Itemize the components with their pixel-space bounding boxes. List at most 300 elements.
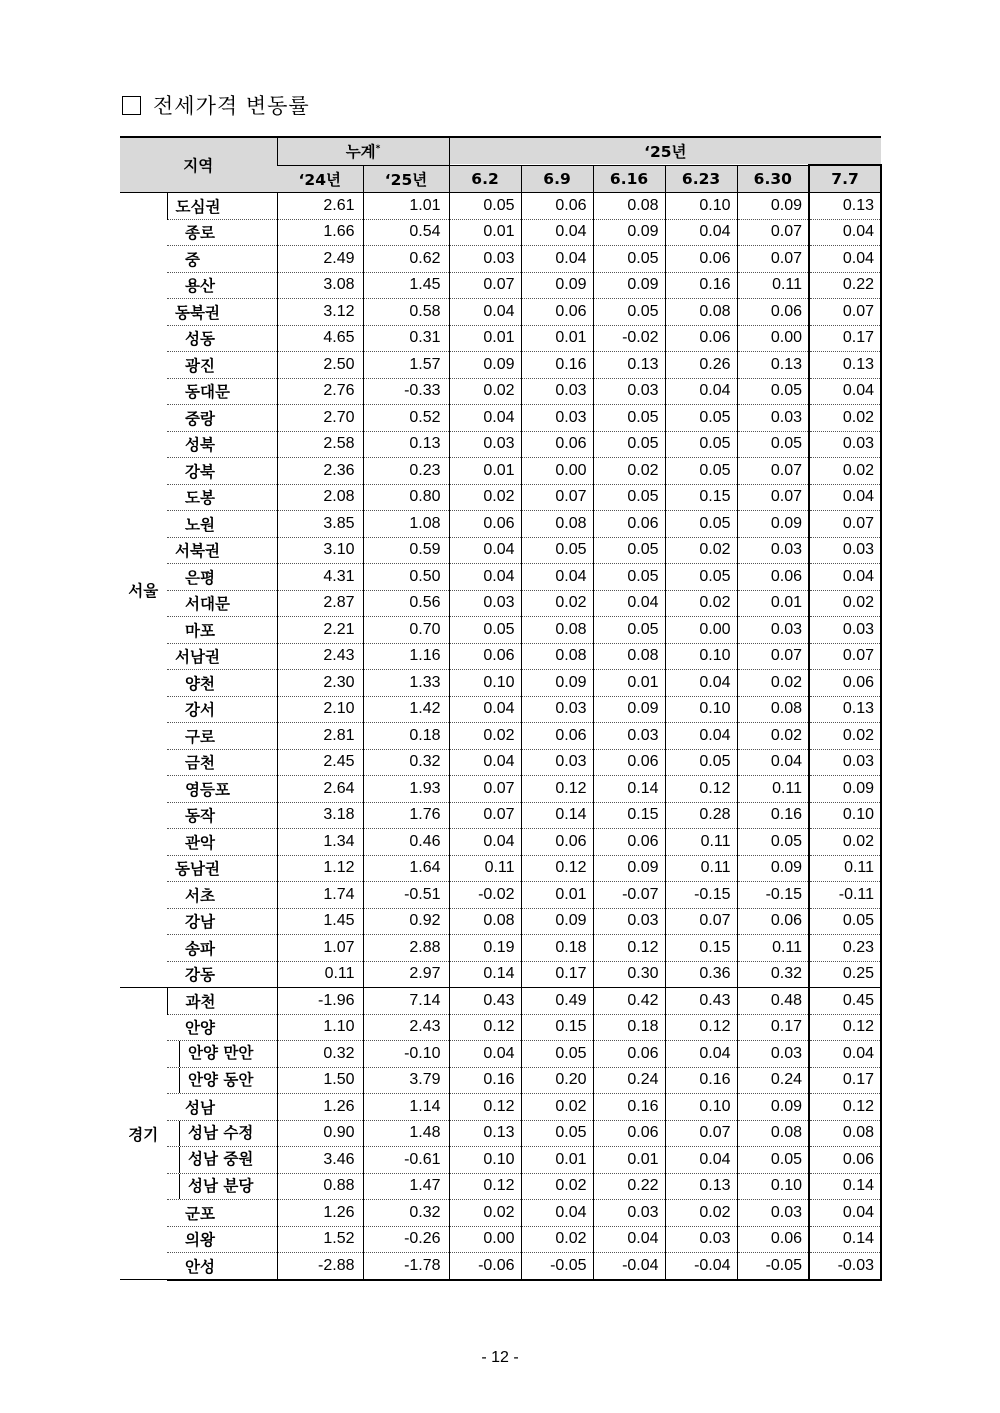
value-cell: 0.07 [449, 272, 521, 299]
table-row [120, 325, 881, 352]
value-cell: 0.08 [737, 1120, 809, 1147]
value-cell: 0.43 [449, 988, 521, 1015]
value-cell: 0.04 [665, 723, 737, 750]
value-cell: 0.46 [363, 829, 449, 856]
value-cell: 2.30 [277, 670, 363, 697]
value-cell: 0.16 [737, 802, 809, 829]
value-cell: 0.11 [665, 829, 737, 856]
value-cell: 0.06 [521, 431, 593, 458]
table-row [120, 1014, 881, 1041]
table-row [120, 564, 881, 591]
sub-district-name: 성남 분당 [179, 1174, 277, 1200]
district-name: 서초 [167, 882, 277, 909]
value-cell: 0.52 [363, 405, 449, 432]
value-cell: 0.06 [593, 1041, 665, 1068]
value-cell: 0.01 [449, 458, 521, 485]
value-cell: 0.48 [737, 988, 809, 1015]
value-cell: 0.06 [593, 511, 665, 538]
value-cell-highlight: 0.13 [809, 696, 881, 723]
table-row [120, 670, 881, 697]
value-cell: 2.43 [363, 1014, 449, 1041]
value-cell: 3.18 [277, 802, 363, 829]
table-row [120, 829, 881, 856]
value-cell-highlight: 0.09 [809, 776, 881, 803]
table-row [120, 776, 881, 803]
value-cell: 0.07 [737, 458, 809, 485]
district-name: 강북 [167, 458, 277, 485]
header-cumulative [277, 137, 449, 165]
district-name: 서북권 [167, 537, 277, 564]
value-cell-highlight: 0.03 [809, 431, 881, 458]
district-name: 동북권 [167, 299, 277, 326]
value-cell-highlight: 0.13 [809, 193, 881, 220]
value-cell: -0.02 [593, 325, 665, 352]
value-cell: 0.11 [737, 776, 809, 803]
value-cell: 0.03 [737, 1041, 809, 1068]
value-cell: 1.93 [363, 776, 449, 803]
header-cumulative-mark: * [375, 144, 381, 155]
value-cell: 0.03 [593, 1200, 665, 1227]
district-name: 양천 [167, 670, 277, 697]
table-row [120, 696, 881, 723]
value-cell: 0.01 [521, 1147, 593, 1174]
value-cell: 1.57 [363, 352, 449, 379]
value-cell: 2.61 [277, 193, 363, 220]
district-name: 동작 [167, 802, 277, 829]
table-row [120, 882, 881, 909]
value-cell: 0.03 [593, 723, 665, 750]
value-cell: 0.09 [593, 855, 665, 882]
value-cell: 0.15 [521, 1014, 593, 1041]
value-cell: 0.11 [449, 855, 521, 882]
value-cell: 0.05 [665, 564, 737, 591]
value-cell: 0.05 [665, 458, 737, 485]
value-cell: 0.03 [737, 617, 809, 644]
value-cell: 2.08 [277, 484, 363, 511]
value-cell: 0.02 [449, 484, 521, 511]
value-cell: 0.04 [665, 670, 737, 697]
value-cell: 0.04 [593, 590, 665, 617]
value-cell: 0.05 [737, 431, 809, 458]
value-cell: 0.04 [449, 299, 521, 326]
value-cell-highlight: 0.04 [809, 564, 881, 591]
district-name: 강동 [167, 961, 277, 988]
value-cell: 0.15 [665, 484, 737, 511]
value-cell: 0.05 [665, 431, 737, 458]
district-name: 서대문 [167, 590, 277, 617]
table-row [120, 1094, 881, 1121]
value-cell: 0.07 [737, 484, 809, 511]
table-row [120, 1200, 881, 1227]
value-cell-highlight: 0.17 [809, 1067, 881, 1094]
table-row [120, 1226, 881, 1253]
value-cell: 0.02 [593, 458, 665, 485]
value-cell: 0.09 [593, 272, 665, 299]
table-row [120, 1041, 881, 1068]
value-cell: 0.07 [665, 1120, 737, 1147]
header-col: 6.30 [737, 165, 809, 193]
value-cell-highlight: -0.11 [809, 882, 881, 909]
value-cell-highlight: 0.04 [809, 1200, 881, 1227]
value-cell: 0.04 [449, 749, 521, 776]
value-cell: -0.15 [737, 882, 809, 909]
value-cell: 0.04 [449, 537, 521, 564]
value-cell-highlight: 0.02 [809, 829, 881, 856]
value-cell: 0.13 [665, 1173, 737, 1200]
value-cell: -1.78 [363, 1253, 449, 1280]
value-cell: 0.12 [449, 1173, 521, 1200]
value-cell: 4.31 [277, 564, 363, 591]
value-cell: 0.22 [593, 1173, 665, 1200]
value-cell: 0.07 [737, 643, 809, 670]
district-name [167, 1147, 277, 1174]
value-cell: 1.45 [363, 272, 449, 299]
value-cell: 0.18 [363, 723, 449, 750]
value-cell: 0.07 [449, 776, 521, 803]
district-name: 중 [167, 246, 277, 273]
value-cell: 1.42 [363, 696, 449, 723]
value-cell: 0.32 [363, 1200, 449, 1227]
value-cell-highlight: 0.10 [809, 802, 881, 829]
district-name: 도심권 [167, 193, 277, 220]
value-cell: 0.16 [521, 352, 593, 379]
value-cell: -0.33 [363, 378, 449, 405]
value-cell: 1.52 [277, 1226, 363, 1253]
value-cell: -0.05 [737, 1253, 809, 1280]
value-cell: 0.11 [737, 272, 809, 299]
value-cell: 0.04 [665, 1041, 737, 1068]
table-row [120, 961, 881, 988]
value-cell: -1.96 [277, 988, 363, 1015]
table-row [120, 1173, 881, 1200]
value-cell: 1.47 [363, 1173, 449, 1200]
value-cell: 2.45 [277, 749, 363, 776]
value-cell: 0.05 [593, 617, 665, 644]
value-cell: 0.02 [737, 723, 809, 750]
value-cell: 0.32 [277, 1041, 363, 1068]
value-cell: 0.14 [593, 776, 665, 803]
district-name: 과천 [167, 988, 277, 1015]
table-row [120, 1120, 881, 1147]
value-cell: 2.21 [277, 617, 363, 644]
table-row [120, 988, 881, 1015]
value-cell: 0.09 [521, 272, 593, 299]
value-cell: 0.01 [593, 670, 665, 697]
value-cell: 0.11 [277, 961, 363, 988]
value-cell: 2.88 [363, 935, 449, 962]
region-label: 경기 [120, 988, 167, 1280]
value-cell: 2.10 [277, 696, 363, 723]
value-cell: 0.12 [449, 1014, 521, 1041]
table-row [120, 643, 881, 670]
value-cell-highlight: 0.14 [809, 1173, 881, 1200]
value-cell: 0.56 [363, 590, 449, 617]
value-cell: 0.08 [521, 617, 593, 644]
value-cell: 0.02 [521, 1226, 593, 1253]
value-cell: 0.14 [521, 802, 593, 829]
value-cell: 0.09 [593, 219, 665, 246]
value-cell: 1.64 [363, 855, 449, 882]
district-name: 도봉 [167, 484, 277, 511]
value-cell: 0.02 [665, 537, 737, 564]
value-cell: 0.07 [449, 802, 521, 829]
value-cell: 2.58 [277, 431, 363, 458]
value-cell: 0.12 [665, 776, 737, 803]
value-cell: 0.62 [363, 246, 449, 273]
district-name: 중랑 [167, 405, 277, 432]
value-cell: 0.05 [665, 405, 737, 432]
value-cell: 0.80 [363, 484, 449, 511]
value-cell: -0.06 [449, 1253, 521, 1280]
value-cell: 0.12 [593, 935, 665, 962]
value-cell-highlight: 0.13 [809, 352, 881, 379]
value-cell: 0.06 [593, 1120, 665, 1147]
value-cell: 0.10 [665, 696, 737, 723]
value-cell-highlight: 0.04 [809, 378, 881, 405]
value-cell: 0.14 [449, 961, 521, 988]
value-cell: -0.07 [593, 882, 665, 909]
value-cell: 0.01 [521, 882, 593, 909]
district-name: 은평 [167, 564, 277, 591]
value-cell: 0.06 [449, 643, 521, 670]
value-cell: 0.05 [593, 405, 665, 432]
value-cell: 0.02 [521, 1173, 593, 1200]
value-cell: 0.07 [737, 246, 809, 273]
value-cell: 0.04 [449, 829, 521, 856]
value-cell: 0.31 [363, 325, 449, 352]
table-row [120, 723, 881, 750]
value-cell: 0.36 [665, 961, 737, 988]
value-cell: 1.66 [277, 219, 363, 246]
value-cell: 0.08 [665, 299, 737, 326]
value-cell: 1.26 [277, 1094, 363, 1121]
district-name: 노원 [167, 511, 277, 538]
value-cell: 1.16 [363, 643, 449, 670]
value-cell: 0.06 [521, 829, 593, 856]
value-cell-highlight: 0.02 [809, 590, 881, 617]
table-row [120, 1253, 881, 1280]
value-cell: 0.32 [363, 749, 449, 776]
value-cell: 3.08 [277, 272, 363, 299]
district-name [167, 1173, 277, 1200]
value-cell-highlight: 0.04 [809, 484, 881, 511]
value-cell: 3.79 [363, 1067, 449, 1094]
value-cell: 1.33 [363, 670, 449, 697]
value-cell: 0.03 [593, 908, 665, 935]
value-cell: 0.01 [449, 325, 521, 352]
value-cell: 2.43 [277, 643, 363, 670]
value-cell: 0.06 [665, 246, 737, 273]
value-cell: 0.05 [737, 378, 809, 405]
value-cell: 0.17 [521, 961, 593, 988]
value-cell: 0.02 [449, 723, 521, 750]
value-cell: 0.01 [593, 1147, 665, 1174]
value-cell: 0.09 [737, 855, 809, 882]
table-row [120, 749, 881, 776]
value-cell: -0.05 [521, 1253, 593, 1280]
value-cell: 0.42 [593, 988, 665, 1015]
value-cell: 0.09 [449, 352, 521, 379]
header-year: ‘25년 [449, 137, 881, 165]
sub-district-name: 안양 만안 [179, 1041, 277, 1067]
value-cell: 3.46 [277, 1147, 363, 1174]
value-cell: 0.02 [737, 670, 809, 697]
value-cell: 0.49 [521, 988, 593, 1015]
value-cell: 0.00 [737, 325, 809, 352]
value-cell: 0.00 [665, 617, 737, 644]
district-name: 마포 [167, 617, 277, 644]
district-name: 성동 [167, 325, 277, 352]
district-name: 서남권 [167, 643, 277, 670]
value-cell: -0.02 [449, 882, 521, 909]
value-cell: 0.06 [449, 511, 521, 538]
value-cell: -0.15 [665, 882, 737, 909]
district-name: 송파 [167, 935, 277, 962]
value-cell: -0.51 [363, 882, 449, 909]
value-cell: 0.88 [277, 1173, 363, 1200]
value-cell: -0.04 [593, 1253, 665, 1280]
value-cell: 0.03 [665, 1226, 737, 1253]
value-cell: 0.05 [593, 537, 665, 564]
value-cell: 1.74 [277, 882, 363, 909]
value-cell-highlight: 0.11 [809, 855, 881, 882]
district-name [167, 1041, 277, 1068]
value-cell: 0.11 [737, 935, 809, 962]
value-cell: 0.15 [593, 802, 665, 829]
district-name: 강서 [167, 696, 277, 723]
district-name: 동대문 [167, 378, 277, 405]
district-name: 안성 [167, 1253, 277, 1280]
value-cell: 0.04 [521, 246, 593, 273]
value-cell-highlight: 0.04 [809, 246, 881, 273]
value-cell: 3.12 [277, 299, 363, 326]
value-cell-highlight: 0.07 [809, 643, 881, 670]
value-cell: 0.04 [521, 1200, 593, 1227]
value-cell: 0.10 [665, 643, 737, 670]
jeonse-price-table [120, 136, 882, 1281]
value-cell: 0.08 [449, 908, 521, 935]
table-row [120, 193, 881, 220]
value-cell: 0.24 [593, 1067, 665, 1094]
table-row [120, 1067, 881, 1094]
value-cell-highlight: 0.22 [809, 272, 881, 299]
value-cell: 0.06 [737, 908, 809, 935]
value-cell: 0.17 [737, 1014, 809, 1041]
value-cell: 0.03 [737, 405, 809, 432]
district-name: 성남 [167, 1094, 277, 1121]
value-cell: -0.10 [363, 1041, 449, 1068]
district-name: 종로 [167, 219, 277, 246]
value-cell: 0.18 [593, 1014, 665, 1041]
district-name: 금천 [167, 749, 277, 776]
value-cell: 0.04 [737, 749, 809, 776]
value-cell: 0.59 [363, 537, 449, 564]
value-cell: 0.90 [277, 1120, 363, 1147]
value-cell: 0.26 [665, 352, 737, 379]
value-cell: 0.08 [593, 193, 665, 220]
value-cell: 0.08 [737, 696, 809, 723]
value-cell: 0.06 [737, 299, 809, 326]
value-cell: 0.70 [363, 617, 449, 644]
value-cell: 0.20 [521, 1067, 593, 1094]
value-cell: 0.00 [521, 458, 593, 485]
value-cell: 2.36 [277, 458, 363, 485]
value-cell: 0.18 [521, 935, 593, 962]
value-cell: 0.07 [737, 219, 809, 246]
value-cell: 0.03 [521, 749, 593, 776]
value-cell: 1.14 [363, 1094, 449, 1121]
value-cell: 0.06 [521, 193, 593, 220]
value-cell: 2.87 [277, 590, 363, 617]
district-name: 의왕 [167, 1226, 277, 1253]
value-cell-highlight: 0.02 [809, 458, 881, 485]
value-cell-highlight: 0.08 [809, 1120, 881, 1147]
value-cell: 1.10 [277, 1014, 363, 1041]
value-cell-highlight: 0.03 [809, 537, 881, 564]
value-cell: 0.04 [593, 1226, 665, 1253]
value-cell: 0.30 [593, 961, 665, 988]
value-cell: 0.43 [665, 988, 737, 1015]
value-cell: 0.05 [665, 749, 737, 776]
value-cell: 0.06 [737, 564, 809, 591]
value-cell-highlight: 0.12 [809, 1014, 881, 1041]
table-row [120, 908, 881, 935]
header-col: ‘25년 [363, 165, 449, 193]
sub-district-name: 성남 중원 [179, 1147, 277, 1173]
value-cell: 0.10 [737, 1173, 809, 1200]
value-cell-highlight: 0.03 [809, 617, 881, 644]
value-cell: 0.05 [521, 1120, 593, 1147]
value-cell: 0.06 [521, 299, 593, 326]
value-cell: 0.05 [521, 1041, 593, 1068]
value-cell-highlight: 0.02 [809, 405, 881, 432]
value-cell: 2.49 [277, 246, 363, 273]
table-body [120, 193, 881, 1280]
table-row [120, 299, 881, 326]
value-cell: 0.16 [593, 1094, 665, 1121]
value-cell: 0.09 [593, 696, 665, 723]
value-cell: 0.05 [521, 537, 593, 564]
table-row [120, 272, 881, 299]
value-cell: 0.13 [737, 352, 809, 379]
value-cell: 0.04 [449, 405, 521, 432]
value-cell: 0.09 [737, 511, 809, 538]
value-cell: 1.08 [363, 511, 449, 538]
value-cell-highlight: 0.04 [809, 219, 881, 246]
value-cell-highlight: 0.05 [809, 908, 881, 935]
value-cell: 0.04 [449, 696, 521, 723]
table-row [120, 219, 881, 246]
value-cell: 0.06 [521, 723, 593, 750]
value-cell: 0.03 [449, 431, 521, 458]
value-cell-highlight: 0.07 [809, 511, 881, 538]
value-cell: 0.05 [593, 299, 665, 326]
value-cell: 0.13 [593, 352, 665, 379]
table-row [120, 484, 881, 511]
value-cell: 0.13 [449, 1120, 521, 1147]
sub-district-name: 성남 수정 [179, 1121, 277, 1147]
table-row [120, 352, 881, 379]
value-cell: 0.03 [593, 378, 665, 405]
district-name: 구로 [167, 723, 277, 750]
section-title: 전세가격 변동률 [153, 94, 310, 118]
value-cell: -0.26 [363, 1226, 449, 1253]
header-col: 6.23 [665, 165, 737, 193]
value-cell: 0.04 [449, 564, 521, 591]
value-cell-highlight: 0.06 [809, 1147, 881, 1174]
value-cell: 1.48 [363, 1120, 449, 1147]
table-row [120, 855, 881, 882]
